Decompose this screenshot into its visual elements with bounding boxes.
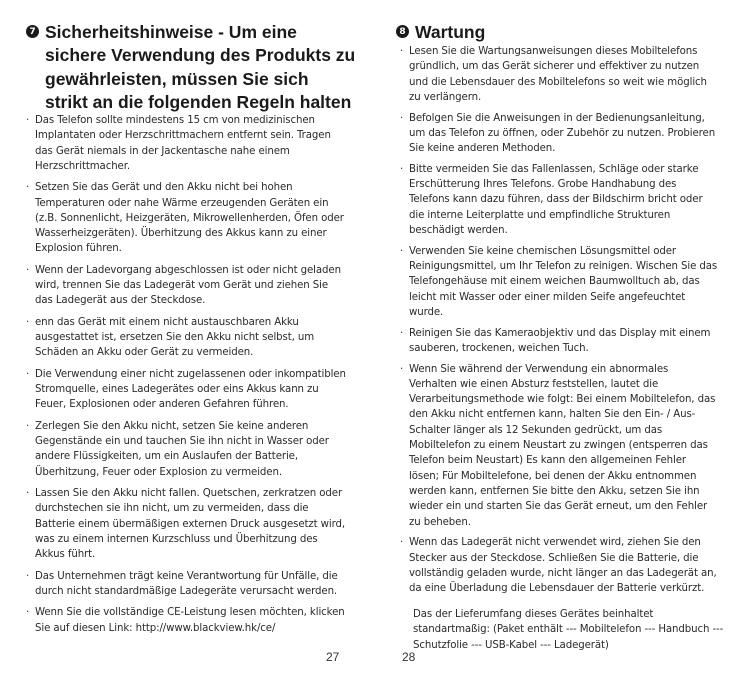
safety-list <box>26 113 346 642</box>
list-item: · Wenn das Ladegerät nicht verwendet wird, ziehen Sie den Stecker aus der Steckdose. Schließen Sie die Batterie, die vollständig geladen wurde, nicht länger an das Ladegerät an, da eine Überladung die Lebensdauer der Batterie verkürzt. <box>400 537 717 595</box>
list-item: · enn das Gerät mit einem nicht austauschbaren Akku ausgestattet ist, ersetzen Sie den Akku nicht selbst, um Schäden an Akku oder Gerät zu vermeiden. <box>26 316 315 359</box>
list-item: · Die Verwendung einer nicht zugelassenen oder inkompatiblen Stromquelle, eines Ladegerätes oder eins Akkus kann zu Feuer, Explosionen oder anderen Gefahren führen. <box>26 368 346 411</box>
section-title: Sicherheitshinweise - Um eine sichere Verwendung des Produkts zu gewährleisten, müssen Sie sich strikt an die folgenden Regeln halten <box>45 22 356 112</box>
section-number-badge: 8 <box>396 25 409 38</box>
section-heading-safety <box>26 21 356 114</box>
list-item: · Bitte vermeiden Sie das Fallenlassen, Schläge oder starke Erschütterung Ihres Telefons. Grobe Handhabung des Telefons kann dazu führen, dass der Bildschirm bricht oder die interne Leiterplatte und empfindliche Strukturen beschädigt werden. <box>400 163 703 237</box>
list-item: · Zerlegen Sie den Akku nicht, setzen Sie keine anderen Gegenstände ein und tauchen Sie ihn nicht in Wasser oder andere Flüssigkeiten, um ein Auslaufen der Batterie, Überhitzung, Feuer oder Explosion zu vermeiden. <box>26 420 329 478</box>
list-item: · Das Telefon sollte mindestens 15 cm von medizinischen Implantaten oder Herzschrittmachern entfernt sein. Tragen das Gerät niemals in der Jackentasche nahe einem Herzschrittmacher. <box>26 115 331 172</box>
page-number: 28 <box>402 650 416 664</box>
list-item: · Setzen Sie das Gerät und den Akku nicht bei hohen Temperaturen oder nahe Wärme erzeugenden Geräten ein (z.B. Sonnenlicht, Heizgeräten, Mikrowellenherden, Öfen oder Wasserheizgeräten). Überhitzung des Akkus kann zu einer Explosion führen. <box>26 182 344 255</box>
list-item: · Lesen Sie die Wartungsanweisungen dieses Mobiltelefons gründlich, um das Gerät sicherer und effektiver zu nutzen und die Lebensdauer des Mobiltelefons so weit wie möglich zu verlängern. <box>400 46 707 103</box>
section-number-badge: 7 <box>26 25 39 38</box>
list-item: · Wenn Sie die vollständige CE-Leistung lesen möchten, klicken Sie auf diesen Link: http://www.blackview.hk/ce/ <box>26 607 345 634</box>
right-page <box>374 0 748 680</box>
list-item: · Reinigen Sie das Kameraobjektiv und das Display mit einem sauberen, trockenen, weichen Tuch. <box>400 327 711 354</box>
list-item: · Wenn der Ladevorgang abgeschlossen ist oder nicht geladen wird, trennen Sie das Ladegerät vom Gerät und ziehen Sie das Ladegerät aus der Steckdose. <box>26 264 341 307</box>
list-item: · Befolgen Sie die Anweisungen in der Bedienungsanleitung, um das Telefon zu öffnen, oder Zubehör zu nutzen. Probieren Sie keine anderen Methoden. <box>400 112 716 155</box>
section-title: Wartung <box>415 22 486 42</box>
list-item: · Verwenden Sie keine chemischen Lösungsmittel oder Reinigungsmittel, um Ihr Telefon zu reinigen. Wischen Sie das Telefongehäuse mit einem weichen Baumwolltuch ab, das leicht mit Wasser oder einer milden Seife angefeuchtet wurde. <box>400 245 718 318</box>
section-heading-maintenance <box>396 21 726 44</box>
list-item: · Lassen Sie den Akku nicht fallen. Quetschen, zerkratzen oder durchstechen sie ihn nicht, um zu vermeiden, dass die Batterie einem übermäßigen externen Druck ausgesetzt wird, was zu einem internen Kurzschluss und Überhitzung des Akkus führt. <box>26 488 346 561</box>
list-item: · Wenn Sie während der Verwendung ein abnormales Verhalten wie einen Absturz feststellen, lautet die Verarbeitungsmethode wie folgt: Bei einem Mobiltelefon, das den Akku nicht entfernen kann, halten Sie den Ein- / Aus-Schalter länger als 12 Sekunden gedrückt, um das Mobiltelefon zu einem Neustart zu zwingen (entsperren das Telefon beim Neustart) Es kann den allgemeinen Fehler lösen; Für Mobiltelefone, bei denen der Akku entnommen werden kann, entfernen Sie bitte den Akku, setzen Sie ihn wieder ein und starten Sie das Gerät erneut, um den Fehler zu beheben. <box>400 363 716 528</box>
maintenance-list <box>400 44 718 602</box>
page-number: 27 <box>326 650 340 664</box>
package-contents-note: Das der Lieferumfang dieses Gerätes beinhaltet standartmaßig: (Paket enthält --- Mobiltelefon --- Handbuch --- Schutzfolie --- USB-Kabel --- Ladegerät) <box>413 609 724 651</box>
list-item: · Das Unternehmen trägt keine Verantwortung für Unfälle, die durch nicht standardmäßige Ladegeräte verursacht werden. <box>26 570 338 597</box>
